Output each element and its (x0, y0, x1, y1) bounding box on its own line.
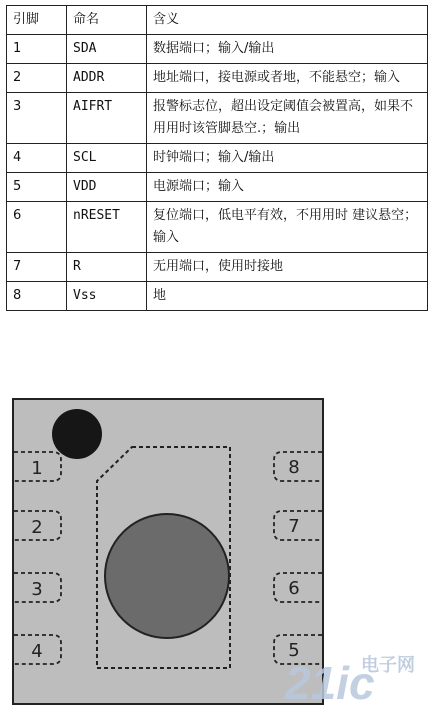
table-header-row (7, 6, 428, 35)
exposed-pad (105, 514, 229, 638)
table-row (7, 64, 428, 93)
table-row (7, 202, 428, 253)
cell-name: SCL (67, 144, 147, 173)
table-row (7, 93, 428, 144)
cell-pin: 5 (7, 173, 67, 202)
cell-pin: 4 (7, 144, 67, 173)
pin-number-7: 7 (288, 516, 300, 537)
cell-desc: 无用端口，使用时接地 (147, 253, 428, 282)
header-pin: 引脚 (7, 6, 67, 35)
table-row (7, 35, 428, 64)
watermark-digits: 21ic (285, 657, 375, 709)
pin1-marker-dot (52, 409, 102, 459)
pin-number-2: 2 (31, 517, 43, 538)
pin-number-3: 3 (31, 579, 43, 600)
pin-table (6, 5, 428, 311)
table-row (7, 253, 428, 282)
cell-desc: 复位端口，低电平有效，不用用时 建议悬空；输入 (147, 202, 428, 253)
cell-desc: 电源端口；输入 (147, 173, 428, 202)
pin-number-1: 1 (31, 458, 43, 479)
cell-name: AIFRT (67, 93, 147, 144)
watermark-text: 电子网 (361, 655, 415, 676)
table-row (7, 173, 428, 202)
pin-number-6: 6 (288, 578, 300, 599)
table-row (7, 282, 428, 311)
pin-number-5: 5 (288, 640, 300, 661)
cell-desc: 地 (147, 282, 428, 311)
cell-name: nRESET (67, 202, 147, 253)
cell-pin: 8 (7, 282, 67, 311)
header-desc: 含义 (147, 6, 428, 35)
cell-pin: 2 (7, 64, 67, 93)
cell-name: SDA (67, 35, 147, 64)
header-name: 命名 (67, 6, 147, 35)
cell-name: R (67, 253, 147, 282)
pin-number-8: 8 (288, 457, 300, 478)
cell-pin: 6 (7, 202, 67, 253)
pin-number-4: 4 (31, 641, 43, 662)
table-row (7, 144, 428, 173)
cell-name: ADDR (67, 64, 147, 93)
watermark-logo (283, 643, 431, 713)
cell-name: Vss (67, 282, 147, 311)
cell-pin: 7 (7, 253, 67, 282)
cell-desc: 地址端口，接电源或者地，不能悬空；输入 (147, 64, 428, 93)
cell-name: VDD (67, 173, 147, 202)
cell-pin: 1 (7, 35, 67, 64)
cell-pin: 3 (7, 93, 67, 144)
cell-desc: 报警标志位，超出设定阈值会被置高，如果不用用时该管脚悬空.；输出 (147, 93, 428, 144)
cell-desc: 数据端口；输入/输出 (147, 35, 428, 64)
cell-desc: 时钟端口；输入/输出 (147, 144, 428, 173)
